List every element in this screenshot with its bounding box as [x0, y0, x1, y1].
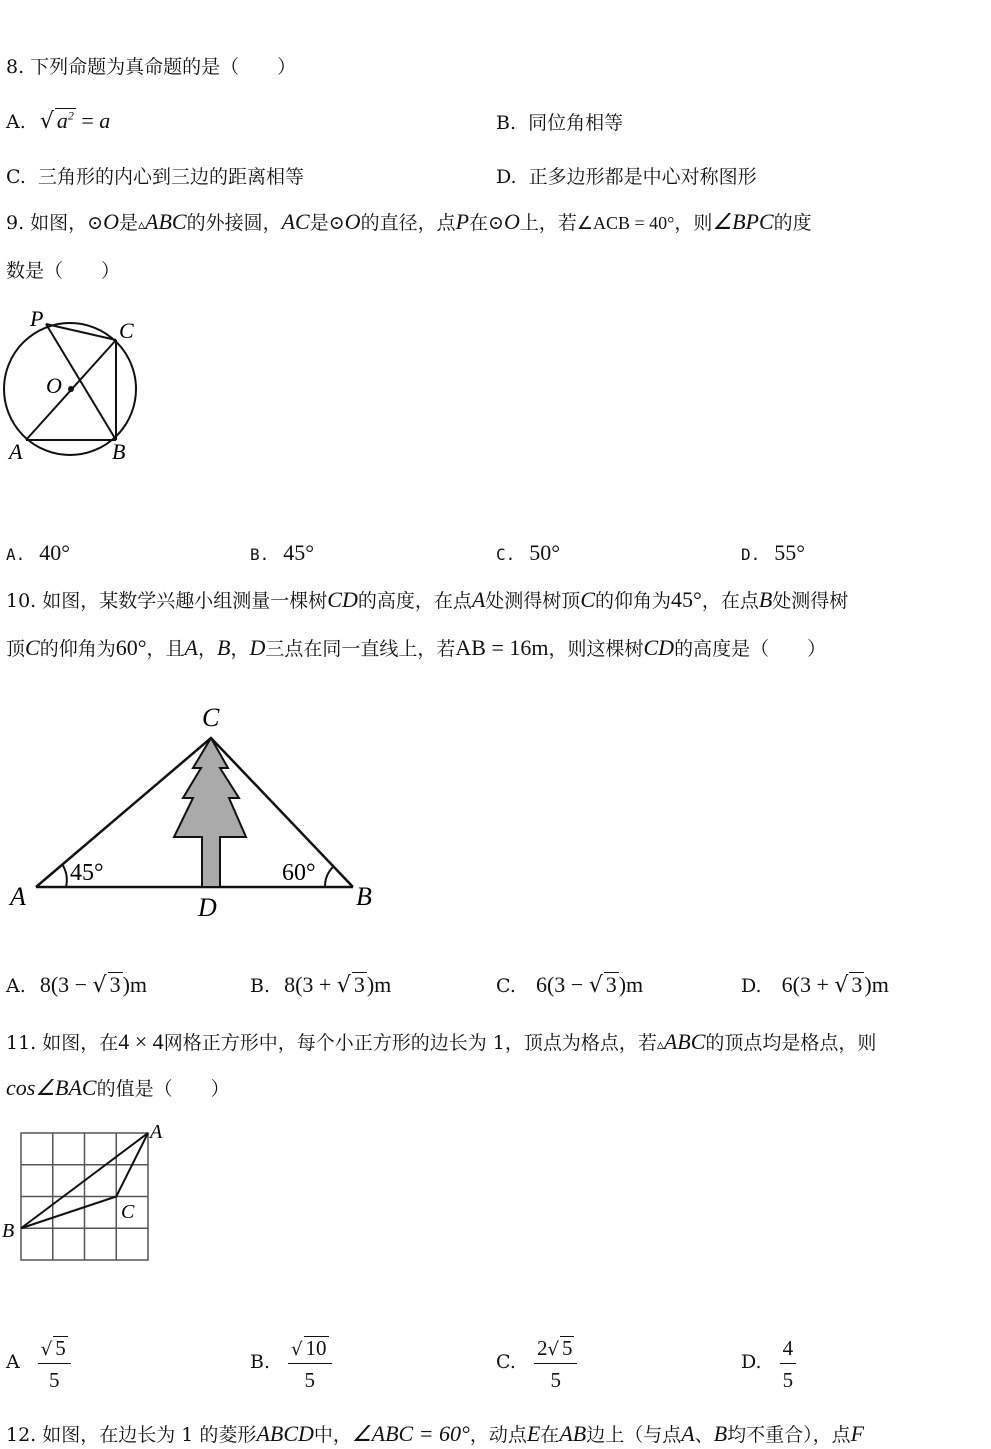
text: ，且: [146, 638, 185, 660]
text: 顶: [6, 638, 26, 660]
text: 9. 如图，: [6, 212, 88, 234]
circle-symbol: ⊙: [87, 212, 104, 234]
q9-option-a: [6, 540, 70, 566]
text: ，: [198, 638, 218, 660]
text: )m: [864, 972, 889, 997]
label-o: O: [46, 373, 62, 398]
option-text: 同位角相等: [528, 112, 624, 134]
q9-option-d: [741, 540, 805, 566]
q10-option-a: A. 8(3 − √ 3)m: [6, 972, 148, 998]
option-value: 50°: [529, 540, 561, 565]
option-label: D.: [496, 166, 517, 188]
q9-option-c: [496, 540, 560, 566]
q10-stem-line1: [6, 586, 848, 613]
option-label: C.: [496, 545, 516, 564]
triangle-symbol: ▵: [656, 1037, 664, 1053]
text: 8(3 +: [284, 972, 337, 997]
var: C: [25, 635, 40, 660]
q8-option-c: [6, 162, 304, 189]
label-p: P: [30, 306, 44, 331]
radicand: 3: [605, 972, 617, 997]
angle-45: 45°: [671, 587, 702, 612]
q11-option-c: [496, 1336, 577, 1393]
q12-stem-line1: [6, 1420, 864, 1447]
radicand: 3: [851, 972, 863, 997]
q11-option-a: [6, 1336, 71, 1393]
center-point: [68, 386, 74, 392]
text: 上，若: [519, 212, 577, 234]
var: P: [455, 209, 470, 234]
text: )m: [618, 972, 644, 997]
var: O: [503, 209, 520, 234]
label-a: A: [9, 439, 23, 464]
var: AB: [559, 1421, 587, 1446]
q8-option-b: [496, 108, 623, 135]
text: 10. 如图，某数学兴趣小组测量一棵树: [6, 590, 328, 612]
grid-size: 4 × 4: [118, 1029, 164, 1054]
option-label: D.: [741, 545, 761, 564]
text: 的高度是（ ）: [674, 638, 827, 660]
text: 的仰角为: [39, 638, 116, 660]
option-label: B.: [250, 1350, 271, 1373]
label-b: B: [356, 882, 372, 911]
grid-lines: [21, 1133, 148, 1260]
q10-figure-tree: [0, 700, 390, 930]
text: 是: [118, 212, 138, 234]
var: A: [184, 635, 198, 660]
option-label: A.: [6, 975, 26, 997]
denominator: 5: [782, 1368, 794, 1392]
option-label: C.: [6, 166, 26, 188]
text: 的仰角为: [595, 590, 672, 612]
var: ABC: [663, 1029, 706, 1054]
var: C: [580, 587, 595, 612]
var: AC: [281, 209, 310, 234]
text: 网格正方形中，每个小正方形的边长为 1，顶点为格点，若: [163, 1032, 657, 1054]
angle-arc-b: [325, 866, 334, 887]
text: 边上（与点: [586, 1424, 682, 1446]
option-label: A.: [6, 111, 26, 133]
radicand: 3: [109, 972, 121, 997]
text: 在: [540, 1424, 560, 1446]
text: 11. 如图，在: [6, 1032, 119, 1054]
var: CD: [327, 587, 358, 612]
var: A: [471, 587, 486, 612]
q8-option-d: [496, 162, 757, 189]
fraction: $\frac{2√ 5}{5}$: [534, 1336, 577, 1393]
q10-option-c: C. 6(3 − √ 3)m: [496, 972, 644, 998]
var: D: [249, 635, 266, 660]
radicand: 5: [561, 1336, 573, 1360]
q11-option-b: [250, 1336, 332, 1393]
angle-arc-a: [62, 864, 67, 887]
var: ABC: [145, 209, 187, 234]
option-label: A: [6, 1350, 20, 1373]
q9-option-b: [250, 540, 314, 566]
text: ，则: [674, 212, 713, 234]
text: 6(3 −: [535, 972, 589, 997]
text: 12. 如图，在边长为 1 的菱形: [6, 1424, 257, 1446]
angle-60: 60°: [115, 635, 147, 660]
numerator: 4: [780, 1336, 797, 1364]
text: )m: [366, 972, 392, 997]
cos-expression: cos∠BAC: [6, 1075, 97, 1100]
text: 处测得树顶: [485, 590, 581, 612]
option-label: C.: [496, 1350, 516, 1373]
q10-option-d: D. 6(3 + √ 3)m: [741, 972, 889, 998]
var: ABCD: [256, 1421, 314, 1446]
text: 、: [694, 1424, 714, 1446]
text: 的度: [773, 212, 812, 234]
radicand: 10: [305, 1336, 327, 1360]
coefficient: 2: [536, 1336, 548, 1360]
label-c: C: [119, 318, 134, 343]
q9-stem-line2: 数是（ ）: [6, 260, 121, 282]
text: ，在点: [701, 590, 759, 612]
label-b: B: [112, 439, 126, 464]
label-a: A: [150, 1121, 163, 1143]
q11-stem-line1: [6, 1028, 876, 1055]
option-label: B.: [496, 112, 517, 134]
angle-abc: ∠ABC = 60°: [351, 1421, 470, 1446]
text: 处测得树: [772, 590, 849, 612]
angle-bpc: ∠BPC: [712, 209, 774, 234]
text: 的值是（ ）: [96, 1078, 230, 1100]
triangle-symbol: ▵: [138, 217, 146, 233]
text: 是: [309, 212, 329, 234]
q9-figure-circle: [0, 300, 150, 470]
var: B: [217, 635, 231, 660]
text: 的外接圆，: [186, 212, 282, 234]
option-value: 45°: [283, 540, 315, 565]
option-text: 三角形的内心到三边的距离相等: [37, 166, 304, 188]
ab-length: AB = 16m: [455, 635, 549, 660]
option-label: B.: [250, 545, 270, 564]
text: ，则这棵树: [548, 638, 644, 660]
text: 的直径，点: [360, 212, 456, 234]
label-c: C: [202, 703, 220, 732]
circle-symbol: ⊙: [328, 212, 345, 234]
text: )m: [122, 972, 148, 997]
q11-stem-line2: [6, 1074, 230, 1101]
text: 三点在同一直线上，若: [265, 638, 456, 660]
option-value: 55°: [774, 540, 806, 565]
q8-stem: 8. 下列命题为真命题的是（ ）: [6, 56, 297, 78]
option-label: C.: [496, 975, 516, 997]
var: A: [681, 1421, 695, 1446]
denominator: 5: [550, 1368, 561, 1392]
denominator: 5: [304, 1368, 316, 1392]
option-label: D.: [741, 1350, 762, 1373]
label-d: D: [198, 893, 217, 922]
fraction: $\frac{√ 10}{5}$: [288, 1336, 331, 1393]
q10-option-b: B. 8(3 + √ 3)m: [250, 972, 392, 998]
angle-acb: ∠ACB = 40°: [576, 213, 675, 233]
var: CD: [643, 635, 675, 660]
label-a: A: [10, 882, 26, 911]
option-label: A.: [6, 545, 26, 564]
denominator: 5: [49, 1368, 60, 1392]
q9-stem-line1: [6, 208, 812, 235]
fraction: [780, 1336, 797, 1393]
label-angle-60: 60°: [282, 860, 316, 886]
text: 均不重合），点: [727, 1424, 851, 1446]
q8-option-a: [6, 108, 110, 134]
text: 中，: [313, 1424, 352, 1446]
q11-option-d: [741, 1336, 796, 1393]
label-angle-45: 45°: [70, 860, 104, 886]
text: 的高度，在点: [357, 590, 472, 612]
q8-option-a-formula: √ $a^2 = a$: [39, 108, 111, 134]
text: 的顶点均是格点，则: [705, 1032, 877, 1054]
text: 8(3 −: [39, 972, 93, 997]
var: B: [758, 587, 773, 612]
text: ，动点: [469, 1424, 527, 1446]
segment-bc: [21, 1197, 116, 1229]
var: E: [526, 1421, 541, 1446]
segment-pc: [46, 324, 116, 340]
circle-symbol: ⊙: [488, 212, 504, 234]
q10-stem-line2: [6, 634, 826, 661]
option-value: 40°: [39, 540, 71, 565]
text: ，: [230, 638, 250, 660]
text: 6(3 +: [781, 972, 835, 997]
fraction: $\frac{√ 5}{5}$: [38, 1336, 71, 1393]
var: B: [713, 1421, 728, 1446]
var: O: [344, 209, 361, 234]
option-label: D.: [741, 975, 762, 997]
label-c: C: [121, 1201, 135, 1223]
text: 在: [469, 212, 489, 234]
option-text: 正多边形都是中心对称图形: [528, 166, 757, 188]
radicand: 5: [55, 1336, 66, 1360]
var: O: [103, 209, 119, 234]
label-b: B: [2, 1220, 15, 1242]
q11-figure-grid: [0, 1120, 175, 1270]
option-label: B.: [250, 975, 271, 997]
var: F: [850, 1421, 865, 1446]
radicand: 3: [353, 972, 365, 997]
